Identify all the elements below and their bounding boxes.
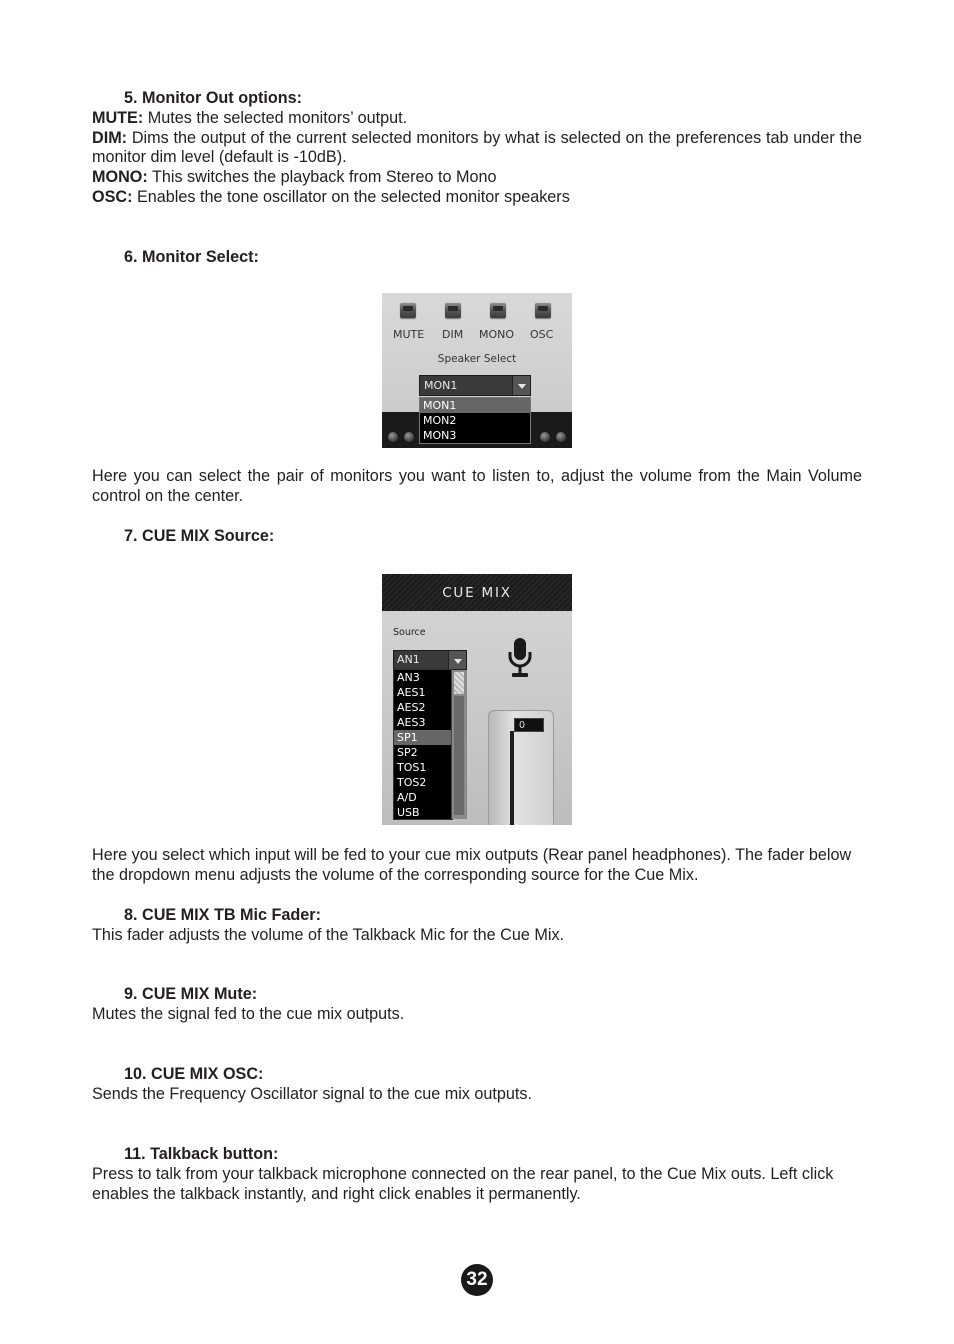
source-select-dropdown[interactable] xyxy=(393,650,467,670)
osc-text: Enables the tone oscillator on the selected monitor speakers xyxy=(132,187,570,206)
monitor-select-description xyxy=(92,467,862,507)
dim-text: Dims the output of the current selected monitors by what is selected on the preferences tab under the monitor dim level (default is -10dB). xyxy=(92,128,862,167)
scrollbar-thumb[interactable] xyxy=(454,672,464,694)
body-text: Mutes the signal fed to the cue mix outputs. xyxy=(92,1004,405,1023)
cue-fader[interactable] xyxy=(510,731,514,825)
section-heading: 7. CUE MIX Source: xyxy=(124,527,275,545)
speaker-select-dropdown[interactable] xyxy=(419,375,531,396)
dropdown-option[interactable]: SP1 xyxy=(394,730,452,745)
body-text: Here you select which input will be fed to your cue mix outputs (Rear panel headphones). The fader below the dropdown menu adjusts the volume of the corresponding source for the Cue Mix. xyxy=(92,846,852,884)
dropdown-scrollbar[interactable] xyxy=(451,670,467,819)
section-talkback-button xyxy=(92,1145,862,1204)
speaker-select-value: MON1 xyxy=(424,379,458,392)
dropdown-option[interactable]: MON3 xyxy=(423,429,457,442)
cue-mix-source-description xyxy=(92,846,862,886)
speaker-select-label: Speaker Select xyxy=(437,353,517,365)
term-dim: DIM: xyxy=(92,128,128,147)
dropdown-option[interactable]: MON1 xyxy=(420,398,530,413)
section-heading: 11. Talkback button: xyxy=(124,1145,279,1163)
term-mute: MUTE: xyxy=(92,108,144,127)
mono-text: This switches the playback from Stereo to Mono xyxy=(147,168,497,187)
mute-text: Mutes the selected monitors’ output. xyxy=(143,108,408,127)
source-select-value: AN1 xyxy=(397,653,420,666)
fader-value-display: 0 xyxy=(514,718,544,732)
body-text: Sends the Frequency Oscillator signal to the cue mix outputs. xyxy=(92,1084,532,1103)
section-monitor-out-options xyxy=(92,89,862,208)
osc-label: OSC xyxy=(530,328,554,341)
mono-description xyxy=(92,168,862,188)
dropdown-option[interactable]: USB xyxy=(397,806,420,819)
chevron-down-icon[interactable] xyxy=(512,376,530,395)
term-osc: OSC: xyxy=(92,187,133,206)
osc-button[interactable] xyxy=(535,302,551,318)
mono-label: MONO xyxy=(479,328,515,341)
dim-description xyxy=(92,129,862,169)
osc-description xyxy=(92,188,862,208)
body-text: This fader adjusts the volume of the Talkback Mic for the Cue Mix. xyxy=(92,925,565,944)
dropdown-option[interactable]: A/D xyxy=(397,791,417,804)
dropdown-option[interactable]: AES3 xyxy=(397,716,426,729)
section-cue-mix-osc xyxy=(92,1065,862,1105)
mute-button[interactable] xyxy=(400,302,416,318)
section-heading: 10. CUE MIX OSC: xyxy=(124,1065,264,1083)
section-monitor-select xyxy=(92,248,862,268)
section-cue-mix-mute xyxy=(92,985,862,1025)
microphone-icon xyxy=(507,637,533,679)
dim-button[interactable] xyxy=(445,302,461,318)
dropdown-option[interactable]: MON2 xyxy=(423,414,457,427)
dim-label: DIM xyxy=(442,328,464,341)
mono-button[interactable] xyxy=(490,302,506,318)
scrollbar-track xyxy=(454,696,464,815)
dropdown-option[interactable]: TOS1 xyxy=(397,761,427,774)
section-heading: 5. Monitor Out options: xyxy=(124,89,303,107)
mute-label: MUTE xyxy=(393,328,425,341)
dropdown-option[interactable]: SP2 xyxy=(397,746,418,759)
cue-mix-title: CUE MIX xyxy=(382,574,572,611)
cue-mix-screenshot xyxy=(382,574,572,825)
section-cue-mix-tb-mic-fader xyxy=(92,906,862,946)
indicator-dot xyxy=(388,432,398,442)
mute-description xyxy=(92,109,862,129)
section-heading: 9. CUE MIX Mute: xyxy=(124,985,258,1003)
term-mono: MONO: xyxy=(92,168,148,187)
chevron-down-icon[interactable] xyxy=(448,651,466,669)
body-text: Here you can select the pair of monitors you want to listen to, adjust the volume from the Main Volume control on the center. xyxy=(92,467,862,505)
indicator-dot xyxy=(556,432,566,442)
dropdown-option[interactable]: AES2 xyxy=(397,701,426,714)
source-select-list xyxy=(393,669,453,820)
monitor-select-screenshot xyxy=(382,293,572,448)
section-heading: 6. Monitor Select: xyxy=(124,248,259,266)
dropdown-option[interactable]: AES1 xyxy=(397,686,426,699)
section-heading: 8. CUE MIX TB Mic Fader: xyxy=(124,906,321,924)
speaker-select-list xyxy=(419,397,531,444)
body-text: Press to talk from your talkback microphone connected on the rear panel, to the Cue Mix outs. Left click enables the talkback instantly, and right click enables it permanently. xyxy=(92,1164,834,1203)
page-number: 32 xyxy=(461,1264,493,1296)
section-cue-mix-source xyxy=(92,527,862,547)
dropdown-option[interactable]: AN3 xyxy=(397,671,420,684)
dropdown-option[interactable]: TOS2 xyxy=(397,776,427,789)
indicator-dot xyxy=(540,432,550,442)
indicator-dot xyxy=(404,432,414,442)
source-label: Source xyxy=(393,627,426,638)
